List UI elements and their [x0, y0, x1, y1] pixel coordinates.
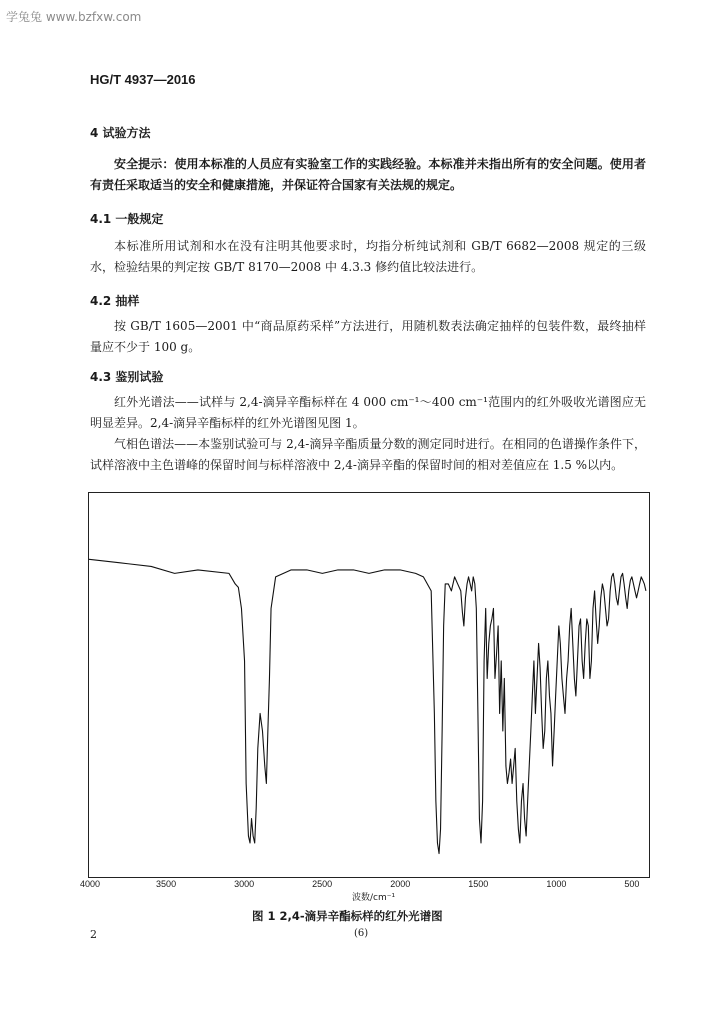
- figure-caption: 图 1 2,4-滴异辛酯标样的红外光谱图: [252, 909, 443, 923]
- x-tick-label: 500: [624, 879, 640, 889]
- ir-method-text: 红外光谱法——试样与 2,4-滴异辛酯标样在 4 000 cm⁻¹～400 cm⁻¹范围内的红外吸收光谱图应无明显差异。2,4-滴异辛酯标样的红外光谱图见图 1。: [90, 395, 646, 430]
- section-4-title: 4 试验方法: [90, 126, 151, 140]
- x-tick-label: 4000: [80, 879, 101, 889]
- section-4-3-title: 4.3 鉴别试验: [90, 370, 164, 384]
- standard-code: HG/T 4937—2016: [90, 72, 196, 87]
- gc-method-text: 气相色谱法——本鉴别试验可与 2,4-滴异辛酯质量分数的测定同时进行。在相同的色谱操作条件下，试样溶液中主色谱峰的保留时间与标样溶液中 2,4-滴异辛酯的保留时间的相对差值应在 1.5 %以内。: [90, 437, 646, 472]
- spectrum-series-line: [89, 559, 646, 853]
- section-4-2-text: 按 GB/T 1605—2001 中“商品原药采样”方法进行，用随机数表法确定抽样的包装件数，最终抽样量应不少于 100 g。: [90, 319, 646, 354]
- safety-notice: 安全提示：使用本标准的人员应有实验室工作的实践经验。本标准并未指出所有的安全问题。使用者有责任采取适当的安全和健康措施，并保证符合国家有关法规的规定。: [90, 157, 646, 192]
- x-axis-label: 波数/cm⁻¹: [352, 893, 396, 903]
- x-tick-label: 2500: [312, 879, 333, 889]
- x-tick-label: 3000: [234, 879, 255, 889]
- x-tick-label: 1500: [468, 879, 489, 889]
- ir-spectrum-chart: [88, 492, 650, 878]
- x-tick-label: 2000: [390, 879, 411, 889]
- x-tick-label: 3500: [156, 879, 177, 889]
- x-tick-label: 1000: [546, 879, 567, 889]
- page-code: (6): [354, 928, 369, 939]
- watermark: 学兔兔 www.bzfxw.com: [6, 10, 142, 24]
- page-number: 2: [90, 928, 97, 941]
- section-4-2-title: 4.2 抽样: [90, 294, 140, 308]
- section-4-1-title: 4.1 一般规定: [90, 212, 164, 226]
- section-4-1-text: 本标准所用试剂和水在没有注明其他要求时，均指分析纯试剂和 GB/T 6682—2008 规定的三级水，检验结果的判定按 GB/T 8170—2008 中 4.3.3 修约值比较法进行。: [90, 239, 646, 274]
